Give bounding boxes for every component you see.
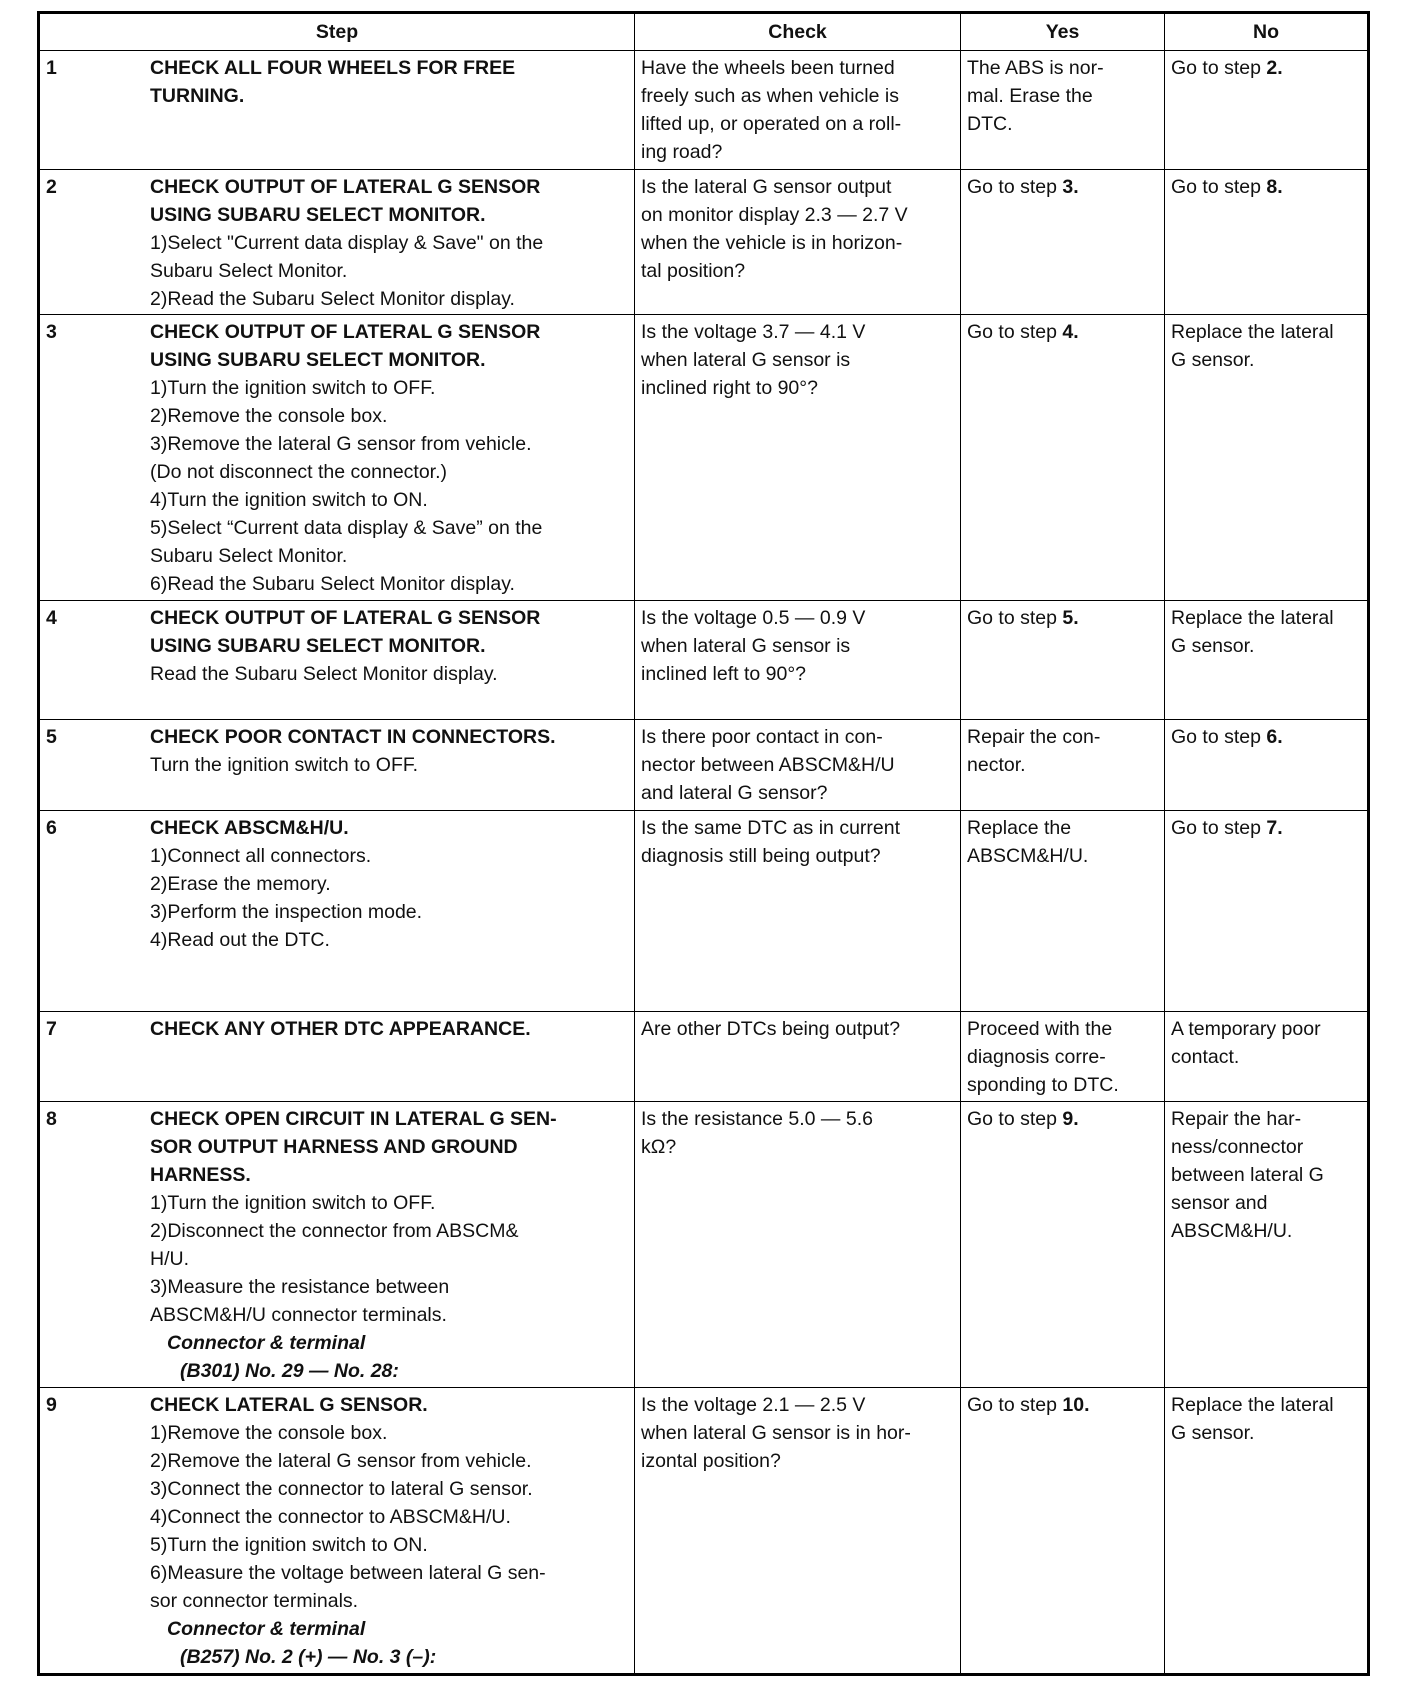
no-cell: [1165, 601, 1369, 720]
goto-prefix: Go to step: [967, 321, 1063, 343]
yes-cell: [961, 811, 1165, 1012]
step-instruction-line: 4)Read out the DTC.: [150, 929, 330, 951]
step-cell: [39, 1102, 635, 1388]
step-title-line: CHECK OUTPUT OF LATERAL G SENSOR: [150, 321, 541, 343]
check-cell: [635, 315, 961, 601]
header-row: [39, 13, 1369, 51]
step-cell: [39, 811, 635, 1012]
step-instruction-line: 1)Turn the ignition switch to OFF.: [150, 377, 436, 399]
header-no: No: [1165, 13, 1369, 51]
check-line: when lateral G sensor is: [641, 349, 851, 371]
table-row: [39, 720, 1369, 811]
check-line: Is there poor contact in con-: [641, 726, 883, 748]
goto-prefix: Go to step: [967, 1394, 1063, 1416]
check-line: tal position?: [641, 260, 746, 282]
no-cell: [1165, 1012, 1369, 1102]
no-cell: [1165, 720, 1369, 811]
step-number: 6: [46, 817, 57, 839]
outcome-line: Proceed with the: [967, 1018, 1113, 1040]
goto-step-text: [1171, 173, 1361, 201]
goto-step-number: 7.: [1266, 817, 1283, 839]
step-instruction-line: 4)Turn the ignition switch to ON.: [150, 489, 428, 511]
outcome-line: Replace the lateral: [1171, 321, 1334, 343]
check-line: Is the same DTC as in current: [641, 817, 901, 839]
check-line: nector between ABSCM&H/U: [641, 754, 895, 776]
step-cell: [39, 1012, 635, 1102]
step-instruction-line: Subaru Select Monitor.: [150, 260, 348, 282]
step-number: 4: [46, 607, 57, 629]
step-title-line: CHECK OUTPUT OF LATERAL G SENSOR: [150, 176, 541, 198]
no-cell: [1165, 1102, 1369, 1388]
step-instruction-line: 2)Disconnect the connector from ABSCM&: [150, 1220, 519, 1242]
yes-cell: [961, 51, 1165, 170]
check-line: lifted up, or operated on a roll-: [641, 113, 902, 135]
outcome-line: DTC.: [967, 113, 1013, 135]
connector-terminal-value: (B257) No. 2 (+) — No. 3 (–):: [180, 1646, 437, 1668]
check-line: Is the resistance 5.0 — 5.6: [641, 1108, 873, 1130]
step-instruction-line: 2)Remove the console box.: [150, 405, 388, 427]
step-title-line: CHECK OUTPUT OF LATERAL G SENSOR: [150, 607, 541, 629]
goto-prefix: Go to step: [967, 607, 1063, 629]
step-number: 3: [46, 321, 57, 343]
table-row: [39, 1388, 1369, 1675]
step-instruction-line: 3)Connect the connector to lateral G sensor.: [150, 1478, 533, 1500]
check-line: izontal position?: [641, 1450, 781, 1472]
step-title-line: CHECK OPEN CIRCUIT IN LATERAL G SEN-: [150, 1108, 557, 1130]
step-title-line: SOR OUTPUT HARNESS AND GROUND: [150, 1136, 518, 1158]
step-number: 2: [46, 176, 57, 198]
check-line: Is the voltage 0.5 — 0.9 V: [641, 607, 866, 629]
step-instruction-line: 1)Remove the console box.: [150, 1422, 388, 1444]
diagnostic-table: [37, 11, 1370, 1676]
step-title-line: CHECK ANY OTHER DTC APPEARANCE.: [150, 1018, 531, 1040]
check-cell: [635, 170, 961, 315]
goto-step-number: 6.: [1266, 726, 1283, 748]
step-instruction-line: Read the Subaru Select Monitor display.: [150, 663, 498, 685]
yes-cell: [961, 720, 1165, 811]
no-cell: [1165, 51, 1369, 170]
yes-cell: [961, 601, 1165, 720]
check-cell: [635, 1102, 961, 1388]
step-cell: [39, 720, 635, 811]
check-line: inclined right to 90°?: [641, 377, 818, 399]
goto-prefix: Go to step: [967, 1108, 1063, 1130]
step-number: 1: [46, 57, 57, 79]
check-line: on monitor display 2.3 — 2.7 V: [641, 204, 908, 226]
check-line: when lateral G sensor is: [641, 635, 851, 657]
outcome-line: ness/connector: [1171, 1136, 1304, 1158]
step-title-line: USING SUBARU SELECT MONITOR.: [150, 349, 486, 371]
outcome-line: sponding to DTC.: [967, 1074, 1119, 1096]
step-cell: [39, 601, 635, 720]
yes-cell: [961, 315, 1165, 601]
outcome-line: between lateral G: [1171, 1164, 1324, 1186]
header-step: Step: [39, 13, 635, 51]
step-instruction-line: 3)Perform the inspection mode.: [150, 901, 423, 923]
check-cell: [635, 811, 961, 1012]
outcome-line: sensor and: [1171, 1192, 1268, 1214]
step-instruction-line: 2)Erase the memory.: [150, 873, 331, 895]
outcome-line: Replace the lateral: [1171, 1394, 1334, 1416]
check-line: Are other DTCs being output?: [641, 1018, 901, 1040]
step-instruction-line: 5)Select “Current data display & Save” on the: [150, 517, 543, 539]
goto-step-number: 5.: [1062, 607, 1079, 629]
outcome-line: G sensor.: [1171, 1422, 1255, 1444]
check-line: and lateral G sensor?: [641, 782, 828, 804]
step-instruction-line: 5)Turn the ignition switch to ON.: [150, 1534, 428, 1556]
check-line: when the vehicle is in horizon-: [641, 232, 903, 254]
goto-prefix: Go to step: [967, 176, 1063, 198]
goto-prefix: Go to step: [1171, 57, 1267, 79]
outcome-line: A temporary poor: [1171, 1018, 1321, 1040]
table-row: [39, 601, 1369, 720]
step-instruction-line: (Do not disconnect the connector.): [150, 461, 448, 483]
step-instruction-line: sor connector terminals.: [150, 1590, 359, 1612]
connector-terminal-label: Connector & terminal: [167, 1332, 366, 1354]
check-line: when lateral G sensor is in hor-: [641, 1422, 911, 1444]
goto-prefix: Go to step: [1171, 726, 1267, 748]
goto-step-text: [1171, 814, 1361, 842]
check-line: inclined left to 90°?: [641, 663, 806, 685]
step-number: 5: [46, 726, 57, 748]
goto-step-number: 4.: [1062, 321, 1079, 343]
step-instruction-line: 3)Remove the lateral G sensor from vehicle.: [150, 433, 532, 455]
step-instruction-line: 4)Connect the connector to ABSCM&H/U.: [150, 1506, 511, 1528]
outcome-line: ABSCM&H/U.: [1171, 1220, 1293, 1242]
check-line: ing road?: [641, 141, 723, 163]
step-cell: [39, 1388, 635, 1675]
step-title-line: USING SUBARU SELECT MONITOR.: [150, 635, 486, 657]
connector-terminal-label: Connector & terminal: [167, 1618, 366, 1640]
check-cell: [635, 720, 961, 811]
step-title-line: CHECK POOR CONTACT IN CONNECTORS.: [150, 726, 556, 748]
connector-terminal-value: (B301) No. 29 — No. 28:: [180, 1360, 399, 1382]
check-line: freely such as when vehicle is: [641, 85, 899, 107]
goto-step-text: [1171, 723, 1361, 751]
no-cell: [1165, 1388, 1369, 1675]
check-line: kΩ?: [641, 1136, 677, 1158]
goto-prefix: Go to step: [1171, 817, 1267, 839]
yes-cell: [961, 170, 1165, 315]
table-row: [39, 170, 1369, 315]
goto-step-text: [967, 318, 1158, 346]
step-instruction-line: Turn the ignition switch to OFF.: [150, 754, 419, 776]
goto-step-text: [967, 1105, 1158, 1133]
header-check: Check: [635, 13, 961, 51]
outcome-line: Replace the: [967, 817, 1072, 839]
step-instruction-line: 3)Measure the resistance between: [150, 1276, 450, 1298]
step-title-line: CHECK LATERAL G SENSOR.: [150, 1394, 428, 1416]
step-instruction-line: 6)Read the Subaru Select Monitor display.: [150, 573, 515, 595]
outcome-line: diagnosis corre-: [967, 1046, 1106, 1068]
step-number: 7: [46, 1018, 57, 1040]
step-title-line: TURNING.: [150, 85, 245, 107]
goto-step-number: 2.: [1266, 57, 1283, 79]
check-line: Is the lateral G sensor output: [641, 176, 892, 198]
table-row: [39, 315, 1369, 601]
outcome-line: G sensor.: [1171, 635, 1255, 657]
header-yes: Yes: [961, 13, 1165, 51]
goto-step-number: 8.: [1266, 176, 1283, 198]
table-row: [39, 51, 1369, 170]
step-title-line: CHECK ALL FOUR WHEELS FOR FREE: [150, 57, 516, 79]
yes-cell: [961, 1012, 1165, 1102]
step-instruction-line: 1)Turn the ignition switch to OFF.: [150, 1192, 436, 1214]
outcome-line: Repair the con-: [967, 726, 1101, 748]
goto-step-text: [1171, 54, 1361, 82]
outcome-line: mal. Erase the: [967, 85, 1093, 107]
table-body: [39, 51, 1369, 1675]
goto-step-number: 9.: [1062, 1108, 1079, 1130]
yes-cell: [961, 1388, 1165, 1675]
outcome-line: nector.: [967, 754, 1026, 776]
goto-step-text: [967, 604, 1158, 632]
no-cell: [1165, 811, 1369, 1012]
goto-step-number: 10.: [1062, 1394, 1090, 1416]
check-line: Have the wheels been turned: [641, 57, 895, 79]
outcome-line: Repair the har-: [1171, 1108, 1302, 1130]
no-cell: [1165, 170, 1369, 315]
check-line: Is the voltage 2.1 — 2.5 V: [641, 1394, 866, 1416]
check-cell: [635, 51, 961, 170]
step-cell: [39, 170, 635, 315]
goto-step-text: [967, 1391, 1158, 1419]
step-instruction-line: 1)Connect all connectors.: [150, 845, 372, 867]
step-cell: [39, 51, 635, 170]
no-cell: [1165, 315, 1369, 601]
goto-step-number: 3.: [1062, 176, 1079, 198]
yes-cell: [961, 1102, 1165, 1388]
step-title-line: CHECK ABSCM&H/U.: [150, 817, 349, 839]
step-title-line: USING SUBARU SELECT MONITOR.: [150, 204, 486, 226]
step-number: 8: [46, 1108, 57, 1130]
step-instruction-line: 2)Read the Subaru Select Monitor display.: [150, 288, 515, 310]
step-instruction-line: H/U.: [150, 1248, 189, 1270]
table-row: [39, 1102, 1369, 1388]
step-instruction-line: Subaru Select Monitor.: [150, 545, 348, 567]
step-instruction-line: 1)Select "Current data display & Save" on the: [150, 232, 544, 254]
check-cell: [635, 1388, 961, 1675]
table-row: [39, 811, 1369, 1012]
outcome-line: The ABS is nor-: [967, 57, 1104, 79]
step-number: 9: [46, 1394, 57, 1416]
step-instruction-line: ABSCM&H/U connector terminals.: [150, 1304, 447, 1326]
check-cell: [635, 1012, 961, 1102]
goto-prefix: Go to step: [1171, 176, 1267, 198]
check-line: Is the voltage 3.7 — 4.1 V: [641, 321, 866, 343]
outcome-line: ABSCM&H/U.: [967, 845, 1089, 867]
step-instruction-line: 6)Measure the voltage between lateral G sen-: [150, 1562, 546, 1584]
check-line: diagnosis still being output?: [641, 845, 881, 867]
step-title-line: HARNESS.: [150, 1164, 251, 1186]
table-row: [39, 1012, 1369, 1102]
outcome-line: Replace the lateral: [1171, 607, 1334, 629]
goto-step-text: [967, 173, 1158, 201]
step-cell: [39, 315, 635, 601]
step-instruction-line: 2)Remove the lateral G sensor from vehicle.: [150, 1450, 532, 1472]
outcome-line: G sensor.: [1171, 349, 1255, 371]
outcome-line: contact.: [1171, 1046, 1240, 1068]
check-cell: [635, 601, 961, 720]
